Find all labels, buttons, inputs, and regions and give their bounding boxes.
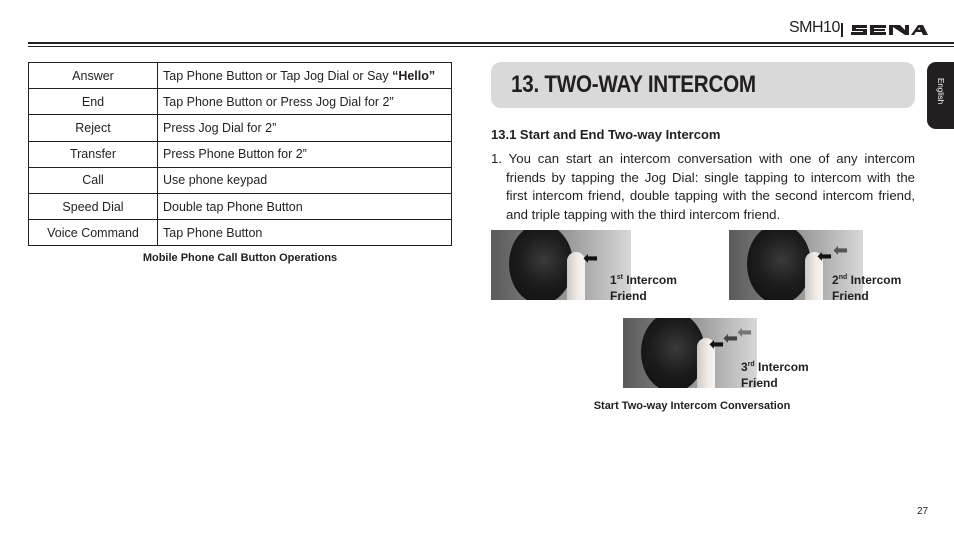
ordinal-number: 2 xyxy=(832,273,839,287)
description-cell xyxy=(158,63,452,89)
operation-cell: Voice Command xyxy=(29,220,158,246)
label-text: Intercom xyxy=(622,273,677,287)
model-name: SMH10 xyxy=(789,19,840,36)
label-text: Intercom xyxy=(847,273,902,287)
chapter-title: 13. TWO-WAY INTERCOM xyxy=(511,71,756,98)
table-row xyxy=(29,63,452,89)
operation-cell: Speed Dial xyxy=(29,193,158,219)
description-cell: Tap Phone Button or Press Jog Dial for 2” xyxy=(158,89,452,115)
sena-logo xyxy=(850,22,928,38)
operation-cell: End xyxy=(29,89,158,115)
operation-cell: Answer xyxy=(29,63,158,89)
language-tab xyxy=(927,62,954,129)
description-emphasis: “Hello” xyxy=(392,68,436,83)
label-line2: Friend xyxy=(741,376,778,390)
ordinal-number: 3 xyxy=(741,360,748,374)
table-row xyxy=(29,167,452,193)
figure-label-2 xyxy=(832,270,901,304)
description-cell: Press Phone Button for 2” xyxy=(158,141,452,167)
body-paragraph: 1. You can start an intercom conversation with one of any intercom friends by tapping the Jog Dial: single tapping to intercom with the first intercom friend, double tapping with the second intercom friend, and triple tapping with the third intercom friend. xyxy=(491,151,915,222)
arrow-icon: ⬅ xyxy=(737,322,753,343)
header-rule-thin xyxy=(28,46,954,47)
page-number: 27 xyxy=(917,506,929,517)
operation-cell: Call xyxy=(29,167,158,193)
arrow-icon: ⬅ xyxy=(709,334,725,355)
chapter-banner xyxy=(491,62,915,108)
table-row xyxy=(29,115,452,141)
table-row xyxy=(29,220,452,246)
arrow-icon: ⬅ xyxy=(723,328,739,349)
table-row xyxy=(29,141,452,167)
arrow-icon: ⬅ xyxy=(583,248,599,269)
arrow-icon: ⬅ xyxy=(817,246,833,267)
helmet-photo-3 xyxy=(623,318,757,388)
call-operations-table xyxy=(28,62,452,246)
ordinal-number: 1 xyxy=(610,273,617,287)
section-title: 13.1 Start and End Two-way Intercom xyxy=(491,127,721,142)
figure-caption: Start Two-way Intercom Conversation xyxy=(593,400,791,412)
ordinal-suffix: st xyxy=(616,274,623,281)
arrow-icon: ⬅ xyxy=(833,240,849,261)
table-caption: Mobile Phone Call Button Operations xyxy=(142,252,338,264)
figure-label-3 xyxy=(741,357,809,391)
ordinal-suffix: nd xyxy=(838,274,848,281)
figure-label-1 xyxy=(610,270,677,304)
header-rule xyxy=(28,42,954,44)
label-line2: Friend xyxy=(610,289,647,303)
ordinal-suffix: rd xyxy=(747,361,755,368)
table-row xyxy=(29,193,452,219)
operation-cell: Transfer xyxy=(29,141,158,167)
label-line2: Friend xyxy=(832,289,869,303)
label-text: Intercom xyxy=(754,360,809,374)
description-cell: Press Jog Dial for 2” xyxy=(158,115,452,141)
language-label: English xyxy=(936,78,945,105)
description-cell: Double tap Phone Button xyxy=(158,193,452,219)
header-separator xyxy=(841,23,843,37)
description-cell: Tap Phone Button xyxy=(158,220,452,246)
operation-cell: Reject xyxy=(29,115,158,141)
table-row xyxy=(29,89,452,115)
description-text: Tap Phone Button or Tap Jog Dial or Say xyxy=(163,68,393,83)
description-cell: Use phone keypad xyxy=(158,167,452,193)
